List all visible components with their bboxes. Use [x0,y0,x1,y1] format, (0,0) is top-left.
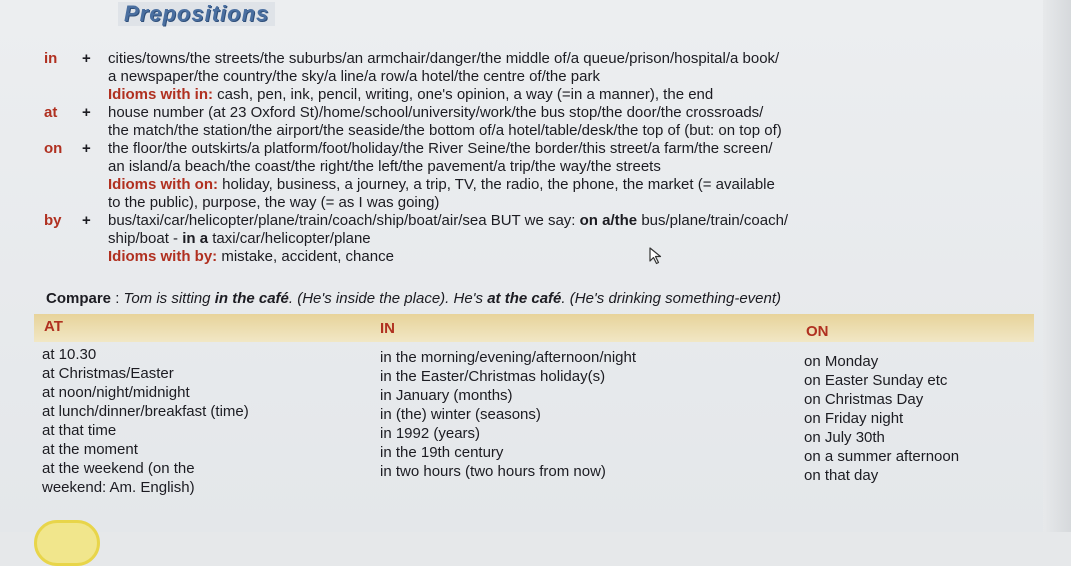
list-item: weekend: Am. English) [42,479,195,496]
page-title: Prepositions [118,2,275,26]
list-item: in 1992 (years) [380,425,481,442]
by-usage-line-1 [108,212,1034,230]
list-item: at 10.30 [42,346,97,363]
list-item: on that day [804,467,879,484]
idioms-in-text: cash, pen, ink, pencil, writing, one's opinion, a way (=in a manner), the end [213,86,714,103]
idioms-in-label: Idioms with in: [108,86,213,103]
list-item: in the Easter/Christmas holiday(s) [380,368,606,385]
on-idioms-continued: to the public), purpose, the way (= as I was going) [108,194,440,211]
in-usage-line-1: cities/towns/the streets/the suburbs/an armchair/danger/the middle of/a queue/prison/hospital/a book/ [108,50,780,67]
header-at: AT [44,318,63,335]
list-item: at Christmas/Easter [42,365,174,382]
list-item: in January (months) [380,387,513,404]
in-usage-line-2: a newspaper/the country/the sky/a line/a row/a hotel/the centre of/the park [108,68,600,85]
at-usage-line-2: the match/the station/the airport/the seaside/the bottom of/a hotel/table/desk/the top of (but: on top of) [108,122,782,139]
decorative-circle [34,520,100,566]
in-idioms [108,86,1034,104]
at-column [42,345,249,497]
by-line1-bold: on a/the [579,212,638,229]
compare-label: Compare [46,290,112,307]
preposition-by-entry [44,212,1034,266]
plus-sign: + [82,212,91,229]
keyword-at: at [44,104,58,121]
mouse-pointer-icon [648,247,664,265]
plus-sign: + [82,104,91,121]
header-on: ON [806,323,829,340]
idioms-on-label: Idioms with on: [108,176,218,193]
page-edge [1043,0,1071,532]
plus-sign: + [82,140,91,157]
on-column [804,352,959,485]
table-header-band [34,314,1034,342]
keyword-on: on [44,140,63,157]
compare-part-2: . (He's inside the place). He's [288,290,488,307]
list-item: on Christmas Day [804,391,924,408]
list-item: in two hours (two hours from now) [380,463,606,480]
in-column [380,348,636,481]
idioms-by-label: Idioms with by: [108,248,218,265]
preposition-list [44,50,1034,266]
list-item: in the 19th century [380,444,504,461]
list-item: on Easter Sunday etc [804,372,948,389]
by-line2-bold: in a [182,230,209,247]
by-line2-text: ship/boat - [108,230,183,247]
header-in: IN [380,320,395,337]
by-line2-tail: taxi/car/helicopter/plane [208,230,371,247]
on-usage-line-2: an island/a beach/the coast/the right/the left/the pavement/a trip/the way/the streets [108,158,661,175]
list-item: at the weekend (on the [42,460,195,477]
compare-bold-1: in the café [214,290,289,307]
keyword-in: in [44,50,58,67]
compare-part-1: Tom is sitting [123,290,215,307]
compare-colon: : [111,290,124,307]
compare-example [46,290,781,307]
at-usage-line-1: house number (at 23 Oxford St)/home/school/university/work/the bus stop/the door/the crossroads/ [108,104,764,121]
list-item: in (the) winter (seasons) [380,406,541,423]
preposition-at-entry [44,104,1034,140]
idioms-on-text: holiday, business, a journey, a trip, TV, the radio, the phone, the market (= available [218,176,775,193]
by-usage-line-2 [108,230,1034,248]
list-item: at the moment [42,441,138,458]
list-item: on Monday [804,353,879,370]
list-item: at that time [42,422,117,439]
preposition-in-entry [44,50,1034,104]
list-item: in the morning/evening/afternoon/night [380,349,637,366]
preposition-on-entry [44,140,1034,212]
by-line1-text: bus/taxi/car/helicopter/plane/train/coach/ship/boat/air/sea BUT we say: [108,212,580,229]
on-idioms [108,176,1034,194]
list-item: on July 30th [804,429,885,446]
on-usage-line-1: the floor/the outskirts/a platform/foot/holiday/the River Seine/the border/this street/a farm/the screen/ [108,140,773,157]
list-item: on a summer afternoon [804,448,960,465]
by-line1-tail: bus/plane/train/coach/ [637,212,789,229]
compare-part-3: . (He's drinking something-event) [561,290,782,307]
compare-bold-2: at the café [487,290,562,307]
idioms-by-text: mistake, accident, chance [217,248,394,265]
list-item: on Friday night [804,410,904,427]
by-idioms [108,248,1034,266]
plus-sign: + [82,50,91,67]
list-item: at noon/night/midnight [42,384,190,401]
list-item: at lunch/dinner/breakfast (time) [42,403,249,420]
keyword-by: by [44,212,62,229]
